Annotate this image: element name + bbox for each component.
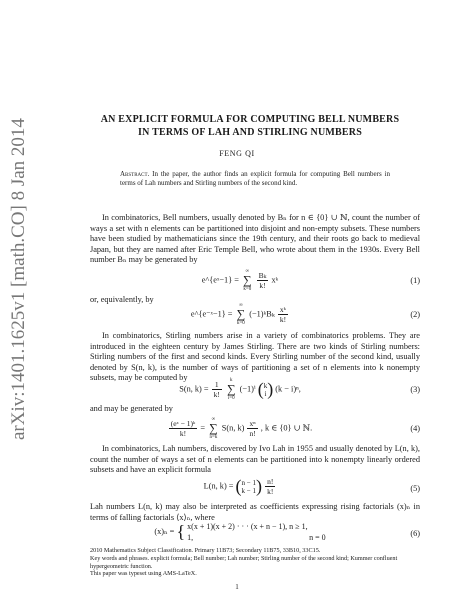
paragraph-generated: and may be generated by xyxy=(90,404,173,413)
paragraph-stirling: In combinatorics, Stirling numbers arise in a variety of combinatorics problems. They are introduced in the eighteen century by James Stirling. There are two kinds of Stirling numbers: Stirling numbers of the first and second kinds. Every Stirling number of the second kind, usually denoted by S(n, k), is the number of ways of partitioning a set of n elements into k nonempty subsets, may be computed by xyxy=(90,331,420,383)
equation-number: (4) xyxy=(410,424,420,433)
eq3-mid: (−1)ⁱ xyxy=(239,384,256,394)
title-line-1: AN EXPLICIT FORMULA FOR COMPUTING BELL NUMBERS xyxy=(100,114,400,125)
fraction: $\frac{\text{(eˣ − 1)ᵏ}}{k!}$ xyxy=(170,419,196,438)
footnote-keywords: Key words and phrases. explicit formula; Bell number; Lah number; Stirling number of the second kind; Kummer confluent hypergeometric function. xyxy=(90,554,398,570)
eq5-lhs: L(n, k) = xyxy=(203,481,234,491)
paragraph-lah: In combinatorics, Lah numbers, discovered by Ivo Lah in 1955 and usually denoted by L(n, k), count the number of ways a set of n elements can be partitioned into k nonempty linearly ordered subsets and have an explicit formula xyxy=(90,444,420,475)
fraction: $\frac{1}{k!}$ xyxy=(213,380,220,399)
sum-symbol: ∞ ∑ n=k xyxy=(209,417,218,440)
paragraph-rising: Lah numbers L(n, k) may also be interpreted as coefficients expressing rising factorials (x)ₙ in terms of falling factorials ⟨x⟩ₙ, where xyxy=(90,502,420,522)
footnotes xyxy=(90,547,420,578)
eq4-mid: S(n, k) xyxy=(221,423,245,433)
fraction: $\frac{n!}{k!}$ xyxy=(267,477,274,496)
equation-1 xyxy=(90,268,420,294)
eq1-lhs: e^{eˣ−1} = xyxy=(201,275,239,285)
page-number: 1 xyxy=(235,583,239,591)
eq1-tail: xᵏ xyxy=(271,275,279,285)
paragraph-bell: In combinatorics, Bell numbers, usually denoted by Bₙ for n ∈ {0} ∪ ℕ, count the number of ways a set with n elements can be partitioned into disjoint and non-empty subsets. These numbers have been studied by mathematicians since the 19th century, and their roots go back to medieval Japan, but they are named after Eric Temple Bell, who wrote about them in the 1930s. Every Bell number Bₙ may be generated by xyxy=(90,213,420,265)
eq2-mid: (−1)ᵏBₖ xyxy=(249,309,275,319)
eq3-tail: (k − i)ⁿ, xyxy=(275,384,301,394)
author: FENG QI xyxy=(219,149,255,158)
abstract-text: In the paper, the author finds an explicit formula for computing Bell numbers in terms of Lah numbers and Stirling numbers of the second kind. xyxy=(120,170,390,188)
sum-symbol: ∞ ∑ k=0 xyxy=(243,269,252,292)
arxiv-stamp xyxy=(8,118,30,440)
equation-number: (2) xyxy=(410,310,420,319)
equation-number: (6) xyxy=(410,529,420,538)
paragraph-equivalently: or, equivalently, by xyxy=(90,295,154,304)
equation-2 xyxy=(90,302,420,328)
paper-title xyxy=(70,113,430,139)
title-line-2: IN TERMS OF LAH AND STIRLING NUMBERS xyxy=(138,127,362,138)
equation-number: (3) xyxy=(410,385,420,394)
sum-symbol: ∞ ∑ k=0 xyxy=(236,303,246,326)
equation-3: S(n, k) = $\frac{1}{k!}$ k ∑ i=0 (−1)ⁱ (k i) (k − i)ⁿ, (3) xyxy=(179,378,420,401)
eq6-lhs: (x)ₙ = xyxy=(154,526,175,536)
equation-number: (1) xyxy=(410,276,420,285)
footnote-msc: 2010 Mathematics Subject Classification. Primary 11B73; Secondary 11B75, 33B10, 33C15. xyxy=(90,547,321,554)
fraction: $\frac{\text{Bₖ}}{k!}$ xyxy=(258,271,267,290)
fraction: $\frac{\text{xⁿ}}{n!}$ xyxy=(249,419,256,438)
binomial: k i xyxy=(263,381,268,398)
cases: x(x + 1)(x + 2) · · · (x + n − 1), n ≥ 1, 1, n = 0 xyxy=(187,522,326,542)
sum-symbol: k ∑ i=0 xyxy=(226,378,236,401)
equation-6: (x)ₙ = { x(x + 1)(x + 2) · · · (x + n − 1), n ≥ 1, 1, n = 0 (6) xyxy=(154,521,420,542)
eq2-lhs: e^{e⁻ˣ−1} = xyxy=(190,309,233,319)
fraction: $\frac{\text{xᵏ}}{k!}$ xyxy=(279,305,287,324)
equation-5: L(n, k) = (n − 1 k − 1) $\frac{n!}{k!}$ (5) xyxy=(203,476,420,496)
eq4-tail: , k ∈ {0} ∪ ℕ. xyxy=(260,423,313,433)
binomial: n − 1 k − 1 xyxy=(241,478,256,495)
abstract-label: Abstract. xyxy=(120,170,150,178)
footnote-typeset: This paper was typeset using AMS-LaTeX. xyxy=(90,570,197,578)
arxiv-stamp-text: arXiv:1401.1625v1 [math.CO] 8 Jan 2014 xyxy=(8,118,29,440)
abstract xyxy=(120,170,390,189)
equation-number: (5) xyxy=(410,484,420,493)
equation-4: $\frac{\text{(eˣ − 1)ᵏ}}{k!}$ = ∞ ∑ n=k S(n, k) $\frac{\text{xⁿ}}{n!}$ , k ∈ {0} ∪ ℕ. (4) xyxy=(170,417,420,440)
eq3-lhs: S(n, k) = xyxy=(179,384,209,394)
